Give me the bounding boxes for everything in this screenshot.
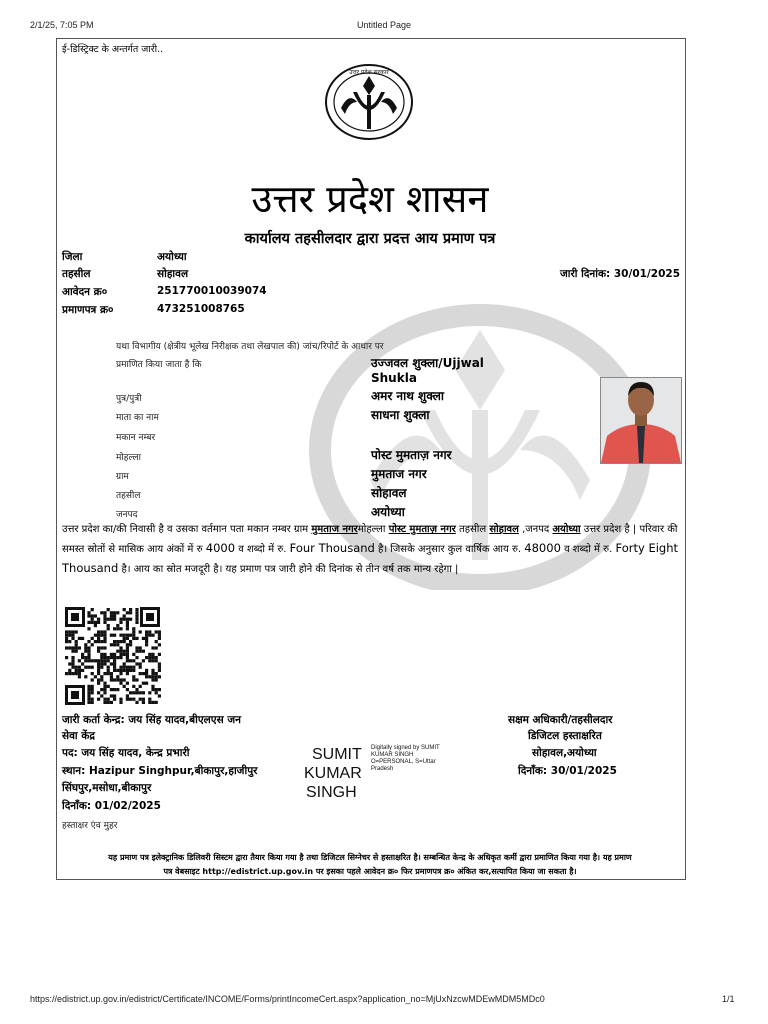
- issuer-date: दिनाँक: 01/02/2025: [62, 800, 161, 812]
- info-label-certificate-no: प्रमाणपत्र क्र०: [62, 304, 114, 316]
- applicant-photo: [600, 377, 682, 464]
- holder-name-line-1: उज्जवल शुक्ला/Ujjwal: [371, 356, 484, 370]
- para-text-9: है। आय का स्रोत मजदूरी है। यह प्रमाण पत्र जारी होने की दिनांक से तीन वर्ष तक मान्य रहेगा |: [118, 564, 459, 575]
- issuer-place-line-2: सिंघपुर,मसोधा,बीकापुर: [62, 782, 152, 794]
- detail-label-village: ग्राम: [116, 472, 129, 482]
- info-value-certificate-no: 473251008765: [157, 303, 245, 315]
- print-page-count: 1/1: [722, 994, 735, 1004]
- info-label-application-no: आवेदन क्र०: [62, 286, 108, 298]
- certificate-body-paragraph: [62, 521, 680, 579]
- para-text-3: तहसील: [455, 524, 490, 535]
- up-emblem-icon: [323, 62, 415, 142]
- para-tehsil: सोहावल: [489, 524, 519, 535]
- signature-note-line-2: KUMAR SINGH: [371, 752, 414, 758]
- detail-value-district: अयोध्या: [371, 505, 405, 519]
- signature-name-line-3: SINGH: [306, 784, 357, 801]
- para-text-1: उत्तर प्रदेश का/की निवासी है व उसका वर्तमान पता मकान नम्बर ग्राम: [62, 524, 312, 535]
- para-district: अयोध्या: [552, 524, 581, 535]
- signature-note-line-1: Digitally signed by SUMIT: [371, 745, 440, 751]
- detail-value-parent: अमर नाथ शुक्ला: [371, 389, 444, 403]
- para-annual-income-number: 48000: [524, 541, 561, 555]
- authority-line-3: सोहावल,अयोध्या: [532, 747, 597, 759]
- para-monthly-income-words: Four Thousand: [289, 541, 375, 555]
- detail-label-house-no: मकान नम्बर: [116, 433, 156, 443]
- info-value-tehsil: सोहावल: [157, 268, 189, 280]
- para-annual-income-words: Forty Eight Thousand: [62, 541, 679, 575]
- footer-line-2: पत्र वेबसाइट http://edistrict.up.gov.in पर इसका पहले आवेदन क्र० फिर प्रमाणपत्र क्र० अंकित कर,सत्यापित किया जा सकता है।: [163, 867, 577, 876]
- authority-line-2: डिजिटल हस्ताक्षरित: [528, 730, 602, 742]
- print-datetime: 2/1/25, 7:05 PM: [30, 20, 94, 30]
- issuer-post: पद: जय सिंह यादव, केन्द्र प्रभारी: [62, 747, 190, 759]
- detail-value-tehsil: सोहावल: [371, 486, 407, 500]
- info-label-tehsil: तहसील: [62, 268, 91, 280]
- detail-label-mohalla: मोहल्ला: [116, 453, 141, 463]
- para-monthly-income-number: 4000: [205, 541, 236, 555]
- para-text-8: व शब्दो में रु.: [560, 544, 616, 555]
- intro-line-2: प्रमाणित किया जाता है कि: [116, 360, 202, 370]
- print-page-title: Untitled Page: [356, 20, 412, 30]
- detail-value-mohalla: पोस्ट मुमताज़ नगर: [371, 448, 452, 462]
- para-mohalla: पोस्ट मुमताज़ नगर: [388, 524, 456, 535]
- issuer-centre-line-1: जारी कर्ता केन्द्र: जय सिंह यादव,बीएलएस जन: [62, 714, 241, 726]
- detail-label-district: जनपद: [116, 510, 138, 520]
- info-value-application-no: 251770010039074: [157, 285, 267, 297]
- detail-value-mother: साधना शुक्ला: [371, 408, 430, 422]
- detail-label-mother: माता का नाम: [116, 413, 159, 423]
- authority-line-4: दिनाँक: 30/01/2025: [518, 765, 617, 777]
- para-text-2: मोहल्ला: [357, 524, 389, 535]
- signature-name-line-1: SUMIT: [312, 746, 362, 763]
- para-text-6: व शब्दो में रु.: [235, 544, 290, 555]
- holder-name-line-2: Shukla: [371, 371, 417, 385]
- para-text-7: है। जिसके अनुसार कुल वार्षिक आय रु.: [374, 544, 525, 555]
- top-note: ई-डिस्ट्रिक्ट के अन्तर्गत जारी..: [62, 44, 164, 55]
- qr-code: [64, 606, 161, 706]
- issue-date: जारी दिनांक: 30/01/2025: [559, 268, 680, 280]
- detail-value-village: मुमताज नगर: [371, 467, 427, 481]
- emblem-label: उत्तर प्रदेश सरकार: [349, 69, 389, 76]
- info-label-district: जिला: [62, 251, 83, 263]
- authority-line-1: सक्षम अधिकारी/तहसीलदार: [508, 714, 613, 726]
- para-text-4: ,जनपद: [518, 524, 553, 535]
- footer-line-1: यह प्रमाण पत्र इलेक्ट्रानिक डिलिवरी सिस्टम द्वारा तैयार किया गया है तथा डिजिटल सिग्नेचर से हस्ताक्षरित है। सम्बन्धित केन्द्र के अधिकृत कर्मी द्वारा प्रमाणित किया गया है। यह प्रमाण: [108, 853, 632, 862]
- issuer-centre-line-2: सेवा केंद्र: [62, 730, 95, 742]
- detail-label-tehsil: तहसील: [116, 491, 141, 501]
- para-text-5: उत्तर प्रदेश है | परिवार की समस्त स्रोतों से मासिक आय अंकों में रु: [62, 524, 678, 555]
- intro-line-1: यथा विभागीय (क्षेत्रीय भूलेख निरीक्षक तथा लेखपाल की) जांच/रिपोर्ट के आधार पर: [116, 342, 384, 352]
- print-url: https://edistrict.up.gov.in/edistrict/Certificate/INCOME/Forms/printIncomeCert.aspx?application_no=MjUxNzcwMDEwMDM5MDc0: [30, 994, 545, 1004]
- signature-note-line-3: O=PERSONAL, S=Uttar: [371, 759, 436, 765]
- certificate-subtitle: कार्यालय तहसीलदार द्वारा प्रदत्त आय प्रमाण पत्र: [244, 231, 496, 247]
- issuer-seal-label: हस्ताक्षर एंव मुहर: [62, 821, 118, 831]
- issuer-place-line-1: स्थान: Hazipur Singhpur,बीकापुर,हाजीपुर: [62, 765, 258, 777]
- detail-label-parent: पुत्र/पुत्री: [116, 394, 142, 404]
- info-value-district: अयोध्या: [157, 251, 187, 263]
- signature-note-line-4: Pradesh: [371, 766, 394, 772]
- signature-name-line-2: KUMAR: [304, 765, 362, 782]
- signature-note: [371, 745, 440, 773]
- certificate-title: उत्तर प्रदेश शासन: [251, 177, 489, 221]
- digital-signature: [302, 745, 362, 802]
- para-village: मुमताज नगर: [311, 524, 358, 535]
